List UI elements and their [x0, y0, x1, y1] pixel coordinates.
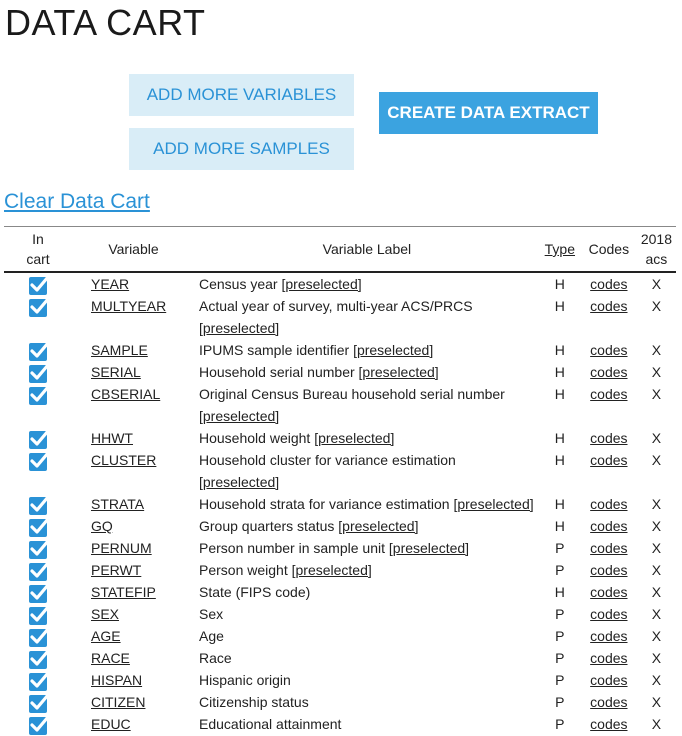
- table-row: [4, 559, 676, 581]
- type-cell: H: [554, 430, 565, 446]
- codes-cell: [581, 581, 637, 603]
- checkbox-checked-icon[interactable]: [29, 387, 47, 405]
- header-variable-label: Variable Label: [322, 241, 412, 257]
- preselected-link[interactable]: [preselected]: [388, 540, 470, 556]
- variable-label-text: Original Census Bureau household serial number: [199, 386, 505, 402]
- variable-cell: [72, 603, 195, 625]
- codes-link[interactable]: codes: [590, 716, 628, 732]
- checkbox-checked-icon[interactable]: [29, 651, 47, 669]
- in-cart-cell: [4, 647, 72, 669]
- variable-label-text: Household strata for variance estimation: [199, 496, 450, 512]
- variable-link[interactable]: SAMPLE: [91, 342, 148, 358]
- table-row: [4, 272, 676, 295]
- codes-link[interactable]: codes: [590, 298, 628, 314]
- checkbox-checked-icon[interactable]: [29, 365, 47, 383]
- in-cart-cell: [4, 669, 72, 691]
- add-more-variables-button[interactable]: ADD MORE VARIABLES: [129, 74, 354, 116]
- variable-link[interactable]: CITIZEN: [91, 694, 146, 710]
- sample-availability-cell: X: [651, 672, 662, 688]
- codes-link[interactable]: codes: [590, 672, 628, 688]
- type-cell: P: [555, 606, 565, 622]
- sample-availability-cell: X: [651, 518, 662, 534]
- codes-link[interactable]: codes: [590, 628, 628, 644]
- table-row: [4, 493, 676, 515]
- codes-cell: [581, 339, 637, 361]
- variable-label-cell: [195, 449, 539, 493]
- in-cart-cell: [4, 537, 72, 559]
- checkbox-checked-icon[interactable]: [29, 343, 47, 361]
- codes-cell: [581, 691, 637, 713]
- type-cell: H: [554, 518, 565, 534]
- preselected-link[interactable]: [preselected]: [358, 364, 439, 380]
- variable-cell: [72, 383, 195, 427]
- codes-link[interactable]: codes: [590, 430, 628, 446]
- variable-label-cell: [195, 493, 539, 515]
- codes-link[interactable]: codes: [590, 518, 628, 534]
- variable-label-cell: [195, 647, 539, 669]
- checkbox-checked-icon[interactable]: [29, 299, 47, 317]
- variable-link[interactable]: MULTYEAR: [91, 298, 167, 314]
- sample-availability-cell: X: [651, 452, 662, 468]
- variable-label-text: IPUMS sample identifier: [199, 342, 350, 358]
- checkbox-checked-icon[interactable]: [29, 519, 47, 537]
- type-cell: H: [554, 364, 565, 380]
- table-row: [4, 537, 676, 559]
- codes-link[interactable]: codes: [590, 452, 628, 468]
- preselected-link[interactable]: [preselected]: [199, 408, 280, 424]
- variable-cell: [72, 647, 195, 669]
- sample-availability-cell: X: [651, 496, 662, 512]
- codes-cell: [581, 559, 637, 581]
- codes-link[interactable]: codes: [590, 584, 628, 600]
- variable-label-text: State (FIPS code): [199, 584, 311, 600]
- table-row: [4, 691, 676, 713]
- type-cell: H: [554, 386, 565, 402]
- codes-cell: [581, 647, 637, 669]
- variable-label-cell: [195, 515, 539, 537]
- table-header-row: [4, 227, 676, 273]
- variable-link[interactable]: GQ: [91, 518, 113, 534]
- variable-cell: [72, 581, 195, 603]
- sample-availability-cell: X: [651, 650, 662, 666]
- checkbox-checked-icon[interactable]: [29, 695, 47, 713]
- variable-link[interactable]: HISPAN: [91, 672, 143, 688]
- variable-cell: [72, 449, 195, 493]
- variable-label-cell: [195, 713, 539, 735]
- variable-label-cell: [195, 339, 539, 361]
- type-cell: H: [554, 298, 565, 314]
- clear-data-cart-link[interactable]: Clear Data Cart: [4, 190, 150, 213]
- sample-availability-cell: X: [651, 628, 662, 644]
- preselected-link[interactable]: [preselected]: [353, 342, 434, 358]
- variable-cell: [72, 691, 195, 713]
- variable-cell: [72, 669, 195, 691]
- variable-label-cell: [195, 581, 539, 603]
- variable-cell: [72, 515, 195, 537]
- codes-link[interactable]: codes: [590, 650, 628, 666]
- in-cart-cell: [4, 449, 72, 493]
- codes-cell: [581, 449, 637, 493]
- codes-cell: [581, 669, 637, 691]
- type-cell: P: [555, 672, 565, 688]
- header-in-cart-line2: cart: [26, 251, 50, 267]
- variable-label-text: Household cluster for variance estimation: [199, 452, 456, 468]
- sample-availability-cell: X: [651, 386, 662, 402]
- variable-label-cell: [195, 361, 539, 383]
- in-cart-cell: [4, 581, 72, 603]
- checkbox-checked-icon[interactable]: [29, 585, 47, 603]
- data-cart-table: [4, 226, 676, 735]
- sample-availability-cell: X: [651, 562, 662, 578]
- checkbox-checked-icon[interactable]: [29, 717, 47, 735]
- codes-cell: [581, 361, 637, 383]
- variable-cell: [72, 339, 195, 361]
- variable-cell: [72, 537, 195, 559]
- table-row: [4, 339, 676, 361]
- table-row: [4, 669, 676, 691]
- header-in-cart: [4, 227, 72, 273]
- variable-label-text: Race: [199, 650, 232, 666]
- type-cell: P: [555, 716, 565, 732]
- in-cart-cell: [4, 427, 72, 449]
- table-row: [4, 383, 676, 427]
- header-in-cart-line1: In: [32, 231, 44, 247]
- variable-label-text: Hispanic origin: [199, 672, 291, 688]
- checkbox-checked-icon[interactable]: [29, 541, 47, 559]
- codes-cell: [581, 383, 637, 427]
- variable-label-cell: [195, 272, 539, 295]
- variable-cell: [72, 625, 195, 647]
- type-cell: H: [554, 452, 565, 468]
- header-sample: [637, 227, 676, 273]
- codes-cell: [581, 493, 637, 515]
- variable-label-cell: [195, 603, 539, 625]
- table-row: [4, 295, 676, 339]
- header-sample-line1: 2018: [640, 231, 672, 247]
- table-row: [4, 515, 676, 537]
- codes-link[interactable]: codes: [590, 276, 628, 292]
- variable-label-text: Person weight: [199, 562, 288, 578]
- codes-link[interactable]: codes: [590, 540, 628, 556]
- variable-label-cell: [195, 691, 539, 713]
- in-cart-cell: [4, 272, 72, 295]
- variable-label-text: Actual year of survey, multi-year ACS/PRCS: [199, 298, 473, 314]
- codes-cell: [581, 295, 637, 339]
- header-codes: Codes: [588, 241, 630, 257]
- sample-availability-cell: X: [651, 716, 662, 732]
- header-variable: Variable: [108, 241, 159, 257]
- variable-link[interactable]: PERNUM: [91, 540, 152, 556]
- variable-label-cell: [195, 537, 539, 559]
- checkbox-checked-icon[interactable]: [29, 497, 47, 515]
- sample-availability-cell: X: [651, 298, 662, 314]
- variable-label-cell: [195, 625, 539, 647]
- variable-link[interactable]: SEX: [91, 606, 120, 622]
- table-row: [4, 625, 676, 647]
- add-more-samples-button[interactable]: ADD MORE SAMPLES: [129, 128, 354, 170]
- in-cart-cell: [4, 295, 72, 339]
- table-row: [4, 427, 676, 449]
- variable-link[interactable]: CLUSTER: [91, 452, 157, 468]
- variable-label-text: Group quarters status: [199, 518, 335, 534]
- variable-label-text: Sex: [199, 606, 224, 622]
- type-cell: P: [555, 628, 565, 644]
- preselected-link[interactable]: [preselected]: [199, 474, 280, 490]
- checkbox-checked-icon[interactable]: [29, 629, 47, 647]
- preselected-link[interactable]: [preselected]: [453, 496, 534, 512]
- checkbox-checked-icon[interactable]: [29, 431, 47, 449]
- variable-link[interactable]: SERIAL: [91, 364, 141, 380]
- table-row: [4, 647, 676, 669]
- preselected-link[interactable]: [preselected]: [338, 518, 419, 534]
- variable-label-text: Age: [199, 628, 224, 644]
- in-cart-cell: [4, 493, 72, 515]
- type-cell: P: [555, 540, 565, 556]
- variable-link[interactable]: STRATA: [91, 496, 145, 512]
- codes-cell: [581, 713, 637, 735]
- type-cell: H: [554, 496, 565, 512]
- variable-link[interactable]: CBSERIAL: [91, 386, 161, 402]
- sample-availability-cell: X: [651, 364, 662, 380]
- type-sort-link[interactable]: Type: [544, 241, 576, 257]
- in-cart-cell: [4, 603, 72, 625]
- variable-cell: [72, 493, 195, 515]
- variable-link[interactable]: RACE: [91, 650, 130, 666]
- codes-link[interactable]: codes: [590, 496, 628, 512]
- codes-cell: [581, 625, 637, 647]
- table-row: [4, 449, 676, 493]
- variable-label-text: Household weight: [199, 430, 311, 446]
- create-data-extract-button[interactable]: CREATE DATA EXTRACT: [379, 92, 598, 134]
- preselected-link[interactable]: [preselected]: [199, 320, 280, 336]
- table-row: [4, 713, 676, 735]
- in-cart-cell: [4, 383, 72, 427]
- codes-link[interactable]: codes: [590, 694, 628, 710]
- variable-label-cell: [195, 669, 539, 691]
- variable-link[interactable]: AGE: [91, 628, 121, 644]
- in-cart-cell: [4, 713, 72, 735]
- codes-cell: [581, 537, 637, 559]
- variable-cell: [72, 713, 195, 735]
- type-cell: P: [555, 650, 565, 666]
- in-cart-cell: [4, 691, 72, 713]
- codes-cell: [581, 427, 637, 449]
- variable-link[interactable]: PERWT: [91, 562, 142, 578]
- codes-cell: [581, 515, 637, 537]
- header-type[interactable]: [539, 227, 581, 273]
- variable-label-text: Census year: [199, 276, 278, 292]
- variable-label-text: Citizenship status: [199, 694, 309, 710]
- variable-label-cell: [195, 559, 539, 581]
- table-row: [4, 581, 676, 603]
- in-cart-cell: [4, 559, 72, 581]
- type-cell: H: [554, 342, 565, 358]
- in-cart-cell: [4, 339, 72, 361]
- type-cell: H: [554, 584, 565, 600]
- in-cart-cell: [4, 515, 72, 537]
- codes-link[interactable]: codes: [590, 562, 628, 578]
- variable-cell: [72, 272, 195, 295]
- codes-link[interactable]: codes: [590, 342, 628, 358]
- preselected-link[interactable]: [preselected]: [314, 430, 395, 446]
- checkbox-checked-icon[interactable]: [29, 607, 47, 625]
- header-sample-line2: acs: [645, 251, 668, 267]
- preselected-link[interactable]: [preselected]: [291, 562, 372, 578]
- codes-link[interactable]: codes: [590, 606, 628, 622]
- variable-label-text: Educational attainment: [199, 716, 342, 732]
- in-cart-cell: [4, 361, 72, 383]
- checkbox-checked-icon[interactable]: [29, 277, 47, 295]
- sample-availability-cell: X: [651, 342, 662, 358]
- preselected-link[interactable]: [preselected]: [281, 276, 362, 292]
- variable-cell: [72, 295, 195, 339]
- page-title: DATA CART: [5, 2, 206, 43]
- variable-label-text: Person number in sample unit: [199, 540, 385, 556]
- checkbox-checked-icon[interactable]: [29, 453, 47, 471]
- variable-cell: [72, 361, 195, 383]
- table-row: [4, 361, 676, 383]
- variable-link[interactable]: HHWT: [91, 430, 133, 446]
- sample-availability-cell: X: [651, 584, 662, 600]
- variable-label-text: Household serial number: [199, 364, 355, 380]
- sample-availability-cell: X: [651, 430, 662, 446]
- sample-availability-cell: X: [651, 276, 662, 292]
- type-cell: P: [555, 694, 565, 710]
- table-row: [4, 603, 676, 625]
- codes-cell: [581, 603, 637, 625]
- checkbox-checked-icon[interactable]: [29, 673, 47, 691]
- sample-availability-cell: X: [651, 694, 662, 710]
- type-cell: P: [555, 562, 565, 578]
- in-cart-cell: [4, 625, 72, 647]
- sample-availability-cell: X: [651, 540, 662, 556]
- type-cell: H: [554, 276, 565, 292]
- variable-link[interactable]: STATEFIP: [91, 584, 156, 600]
- variable-cell: [72, 427, 195, 449]
- variable-cell: [72, 559, 195, 581]
- codes-link[interactable]: codes: [590, 364, 628, 380]
- codes-link[interactable]: codes: [590, 386, 628, 402]
- variable-label-cell: [195, 427, 539, 449]
- codes-cell: [581, 272, 637, 295]
- variable-label-cell: [195, 383, 539, 427]
- variable-link[interactable]: YEAR: [91, 276, 130, 292]
- sample-availability-cell: X: [651, 606, 662, 622]
- variable-label-cell: [195, 295, 539, 339]
- variable-link[interactable]: EDUC: [91, 716, 131, 732]
- checkbox-checked-icon[interactable]: [29, 563, 47, 581]
